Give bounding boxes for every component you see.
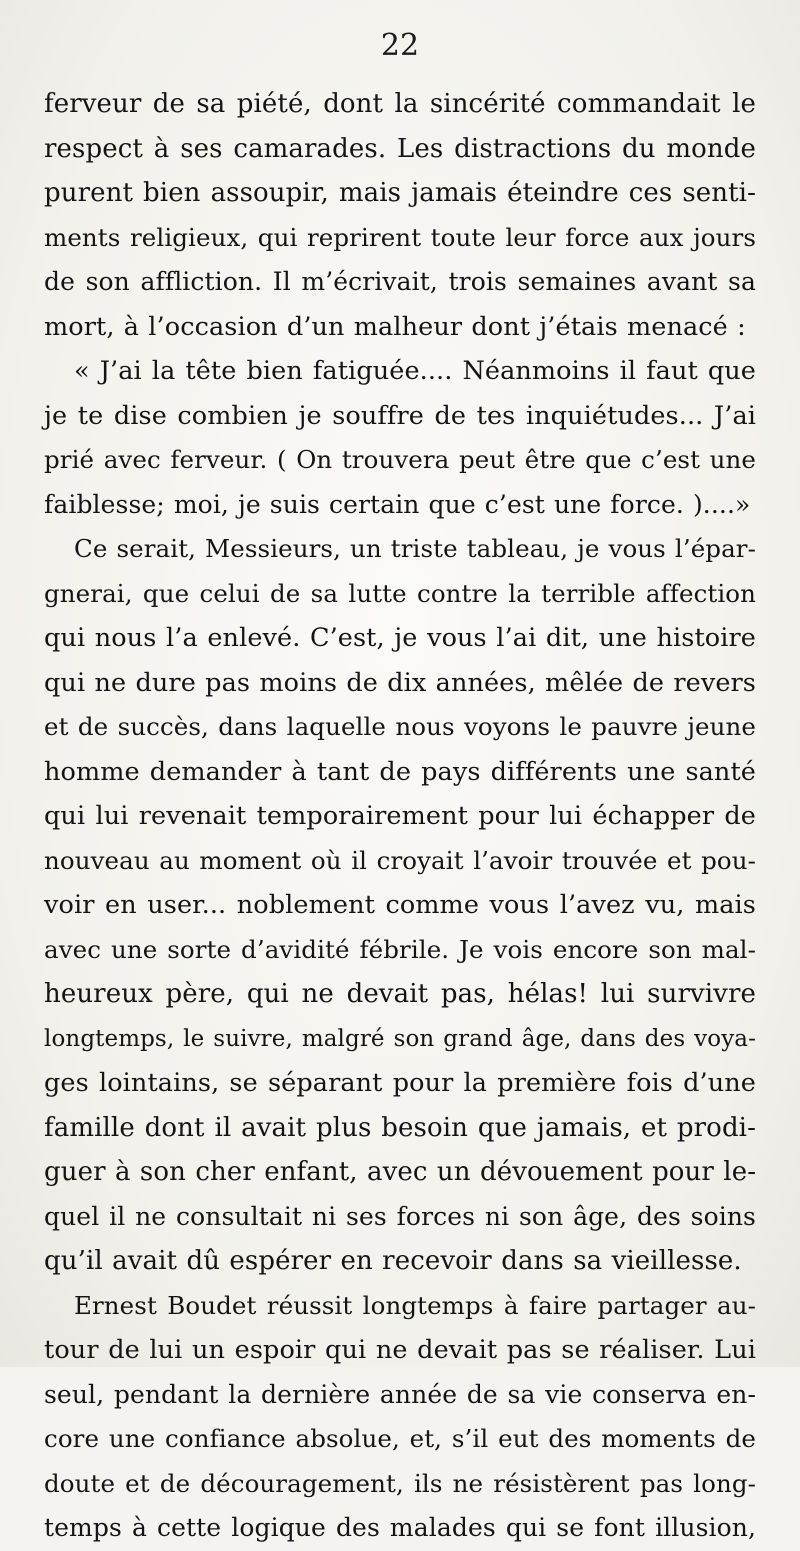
text-line: tour de lui un espoir qui ne devait pas se réaliser. Lui bbox=[44, 1335, 756, 1365]
text-line: nouveau au moment où il croyait l’avoir trouvée et pou- bbox=[44, 845, 756, 875]
text-line: gnerai, que celui de sa lutte contre la terrible affection bbox=[44, 578, 756, 608]
text-line: ments religieux, qui reprirent toute leur force aux jours bbox=[44, 222, 756, 252]
text-line: doute et de découragement, ils ne résistèrent pas long- bbox=[44, 1468, 756, 1498]
text-line: qui ne dure pas moins de dix années, mêlée de revers bbox=[44, 667, 756, 698]
text-line: mort, à l’occasion d’un malheur dont j’étais menacé : bbox=[44, 311, 746, 342]
text-line: Ernest Boudet réussit longtemps à faire partager au- bbox=[74, 1290, 756, 1320]
text-line: voir en user... noblement comme vous l’avez vu, mais bbox=[44, 890, 756, 920]
text-line: de son affliction. Il m’écrivait, trois semaines avant sa bbox=[44, 267, 756, 296]
text-line: ges lointains, se séparant pour la première fois d’une bbox=[44, 1068, 756, 1098]
text-line: faiblesse; moi, je suis certain que c’est une force. )....» bbox=[44, 489, 751, 519]
text-line: longtemps, le suivre, malgré son grand âge, dans des voya- bbox=[44, 1025, 756, 1052]
text-line: qui nous l’a enlevé. C’est, je vous l’ai dit, une histoire bbox=[44, 623, 756, 653]
text-line: « J’ai la tête bien fatiguée.... Néanmoins il faut que bbox=[74, 356, 756, 386]
text-line: purent bien assoupir, mais jamais éteindre ces senti- bbox=[44, 178, 756, 208]
text-line: core une confiance absolue, et, s’il eut des moments de bbox=[44, 1424, 756, 1453]
text-line: avec une sorte d’avidité fébrile. Je vois encore son mal- bbox=[44, 934, 756, 964]
text-line: ferveur de sa piété, dont la sincérité commandait le bbox=[44, 89, 756, 119]
text-line: seul, pendant la dernière année de sa vie conserva en- bbox=[44, 1379, 756, 1409]
text-line: homme demander à tant de pays différents une santé bbox=[44, 756, 756, 787]
text-line: Ce serait, Messieurs, un triste tableau, je vous l’épar- bbox=[74, 534, 756, 563]
text-line: et de succès, dans laquelle nous voyons le pauvre jeune bbox=[44, 712, 756, 741]
text-line: respect à ses camarades. Les distractions du monde bbox=[44, 133, 756, 164]
text-line: heureux père, qui ne devait pas, hélas! lui survivre bbox=[44, 979, 756, 1009]
text-line: qui lui revenait temporairement pour lui échapper de bbox=[44, 801, 756, 831]
text-line: quel il ne consultait ni ses forces ni son âge, des soins bbox=[44, 1201, 756, 1231]
text-line: famille dont il avait plus besoin que jamais, et prodi- bbox=[44, 1112, 756, 1143]
page-number: 22 bbox=[380, 28, 420, 63]
body-text bbox=[44, 82, 756, 1551]
text-line: je te dise combien je souffre de tes inquiétudes... J’ai bbox=[44, 400, 756, 431]
text-line: guer à son cher enfant, avec un dévouement pour le- bbox=[44, 1157, 757, 1187]
text-line: prié avec ferveur. ( On trouvera peut être que c’est une bbox=[44, 445, 756, 474]
text-line: temps à cette logique des malades qui se font illusion, bbox=[44, 1513, 756, 1542]
text-line: qu’il avait dû espérer en recevoir dans sa vieillesse. bbox=[44, 1246, 742, 1276]
